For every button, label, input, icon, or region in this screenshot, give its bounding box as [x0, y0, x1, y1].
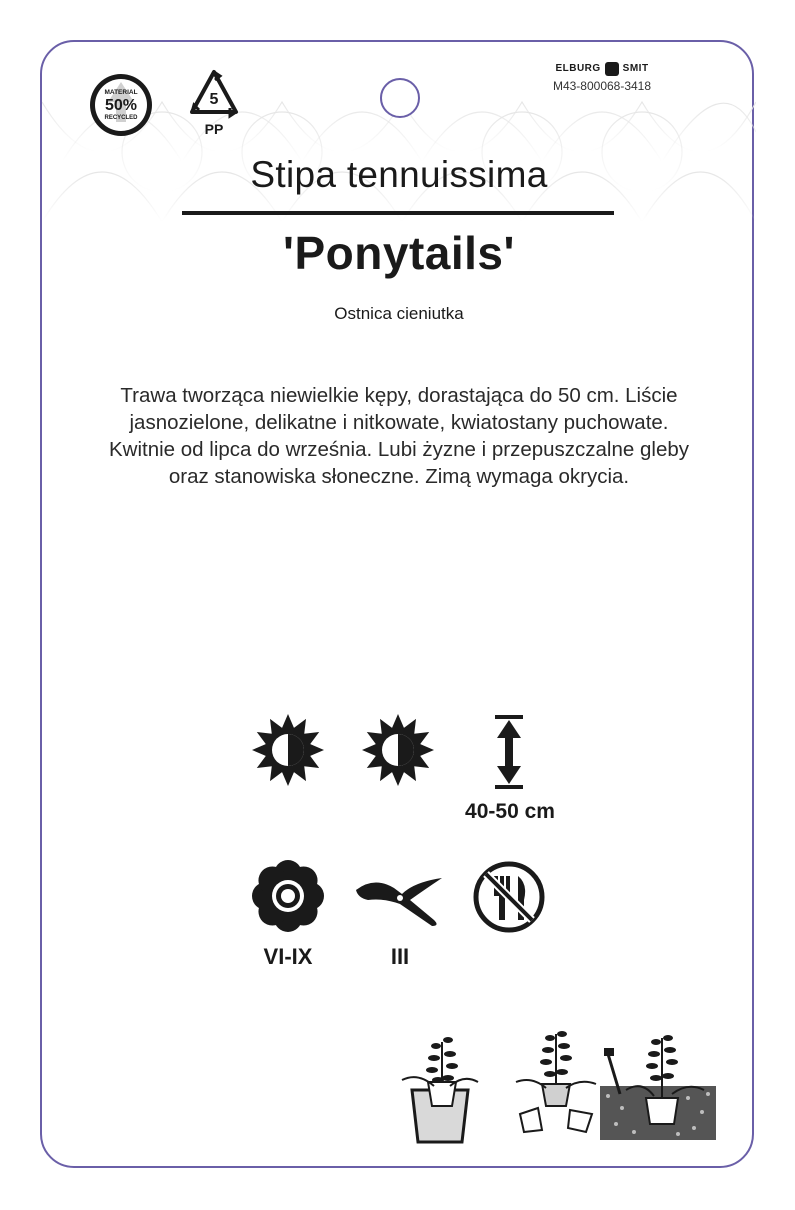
recycled-text-percent: 50% — [104, 97, 138, 114]
description-line: oraz stanowiska słoneczne. Zimą wymaga okrycia. — [168, 465, 630, 488]
pruning-label: III — [390, 944, 410, 969]
brand-logo-icon — [605, 62, 619, 76]
cultivar-name: 'Ponytails' — [283, 227, 515, 279]
pruning-shears-icon — [354, 868, 444, 928]
product-code: M43-800068-3418 — [552, 79, 652, 93]
recycled-material-icon — [88, 72, 154, 138]
flowering-label: VI-IX — [263, 944, 313, 969]
common-name: Ostnica cieniutka — [334, 304, 464, 323]
latin-name: Stipa tennuissima — [250, 154, 548, 195]
not-edible-icon — [472, 860, 546, 934]
description-line: Trawa tworząca niewielkie kępy, dorastająca do 50 cm. Liście — [120, 384, 678, 407]
description-line: Kwitnie od lipca do września. Lubi żyzne i przepuszczalne gleby — [108, 438, 689, 461]
recycled-text-bottom: RECYCLED — [104, 115, 138, 121]
plant-description — [72, 382, 726, 490]
sun-half-shade-icon — [250, 712, 326, 788]
brand-name-left: ELBURG — [555, 63, 601, 74]
plant-in-soil-step-icon — [598, 1024, 718, 1142]
title-divider — [182, 211, 614, 215]
flower-icon — [250, 858, 326, 934]
plant-label-card — [40, 40, 754, 1168]
height-label: 40-50 cm — [465, 800, 555, 823]
description-line: jasnozielone, delikatne i nitkowate, kwiatostany puchowate. — [129, 411, 669, 434]
recycling-triangle-icon — [184, 66, 244, 142]
recycled-text-top: MATERIAL — [104, 89, 138, 96]
hanging-hole — [380, 78, 420, 118]
brand-name-right: SMIT — [622, 63, 649, 74]
recycling-material: PP — [204, 121, 224, 137]
height-arrow-icon — [492, 714, 526, 790]
brand-name — [555, 62, 648, 76]
brand-block — [512, 58, 692, 93]
sun-half-shade-icon — [360, 712, 436, 788]
remove-pot-step-icon — [398, 1022, 482, 1144]
recycling-code: 5 — [209, 91, 219, 108]
loosen-roots-step-icon — [510, 1022, 602, 1134]
